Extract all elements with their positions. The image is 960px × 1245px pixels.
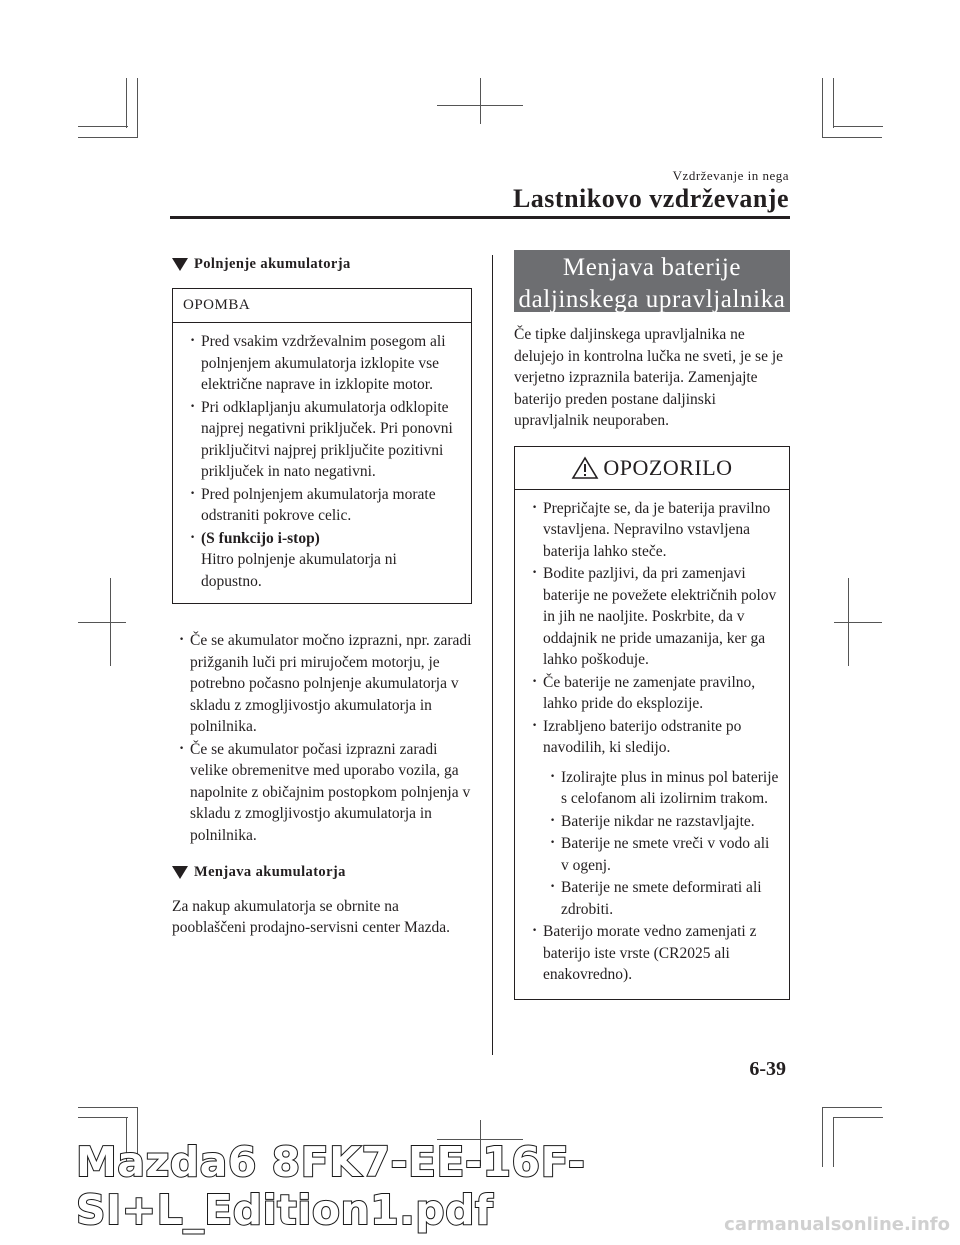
- section-banner: [514, 250, 790, 312]
- warning-item: · Baterijo morate vedno zamenjati z baterijo iste vrste (CR2025 ali enakovredno).: [525, 921, 779, 986]
- intro-paragraph: Če tipke daljinskega upravljalnika ne delujejo in kontrolna lučka ne sveti, je se je verjetno izpraznila baterija. Zamenjajte baterijo preden postane daljinski upravljalnik neuporaben.: [514, 326, 784, 429]
- warning-title: [515, 447, 789, 490]
- subheading-charging: [172, 254, 472, 276]
- column-divider: [492, 255, 493, 1055]
- footer-filename: Mazda6 8FK7-EE-16F-SI+L_Edition1.pdf: [76, 1138, 586, 1234]
- warning-subitem: · Baterije ne smete vreči v vodo ali v ogenj.: [543, 833, 779, 876]
- crop-mark: [822, 78, 823, 138]
- crop-mark: [833, 1117, 883, 1118]
- warning-item: · Prepričajte se, da je baterija pravilno vstavljena. Nepravilno vstavljena baterija lahko steče.: [525, 498, 779, 563]
- crop-mark: [833, 78, 834, 128]
- crop-mark: [137, 78, 138, 138]
- note-box: [172, 288, 472, 605]
- note-item: [183, 528, 461, 593]
- replacement-paragraph: Za nakup akumulatorja se obrnite na pooblaščeni prodajno-servisni center Mazda.: [172, 897, 451, 936]
- note-title: OPOMBA: [173, 295, 471, 324]
- warning-subitems: [525, 767, 779, 921]
- warning-item: · Če baterije ne zamenjate pravilno, lahko pride do eksplozije.: [525, 672, 779, 715]
- subheading-text: Polnjenje akumulatorja: [194, 256, 351, 272]
- crop-mark: [822, 137, 882, 138]
- right-column: [514, 250, 790, 1000]
- warning-subitem: · Izolirajte plus in minus pol baterije s celofanom ali izolirnim trakom.: [543, 767, 779, 810]
- warning-triangle-icon: [571, 456, 599, 480]
- note-item: · Pred polnjenjem akumulatorja morate odstraniti pokrove celic.: [183, 484, 461, 527]
- note-item-bold: (S funkcijo i-stop): [201, 529, 320, 547]
- crop-mark: [78, 137, 138, 138]
- warning-item: · Bodite pazljivi, da pri zamenjavi baterije ne povežete električnih polov in jih ne naoljite. Poskrbite, da v oddajnik ne pride umazanija, ker ga lahko poškoduje.: [525, 563, 779, 671]
- crop-mark: [480, 78, 481, 124]
- watermark: carmanualsonline.info: [724, 1214, 950, 1235]
- section-label: Vzdrževanje in nega: [672, 168, 789, 183]
- warning-item: · Izrabljeno baterijo odstranite po navodilih, ki sledijo.: [525, 716, 779, 759]
- warning-box: [514, 446, 790, 1000]
- note-item: · Pred vsakim vzdrževalnim posegom ali polnjenjem akumulatorja izklopite vse električne naprave in izklopite motor.: [183, 331, 461, 396]
- crop-mark: [437, 105, 523, 106]
- page-number: 6-39: [749, 1058, 786, 1080]
- list-item: · Če se akumulator močno izprazni, npr. zaradi prižganih luči pri mirujočem motorju, je potrebno počasno polnjenje akumulatorja v skladu z zmogljivostjo akumulatorja in polnilnika.: [172, 630, 472, 738]
- crop-mark: [126, 78, 127, 128]
- banner-line: daljinskega upravljalnika: [518, 286, 786, 313]
- banner-line: Menjava baterije: [562, 254, 742, 281]
- subheading-text: Menjava akumulatorja: [194, 864, 346, 880]
- crop-mark: [78, 1117, 128, 1118]
- left-column: [172, 250, 472, 939]
- charging-bullets: [172, 630, 472, 846]
- warning-subitem: · Baterije ne smete deformirati ali zdrobiti.: [543, 877, 779, 920]
- header-rule: [170, 216, 790, 219]
- note-item-text: Hitro polnjenje akumulatorja ni dopustno.: [201, 551, 397, 590]
- triangle-marker-icon: [172, 866, 188, 879]
- warning-title-text: OPOZORILO: [603, 454, 733, 480]
- crop-mark: [833, 126, 883, 127]
- triangle-marker-icon: [172, 258, 188, 271]
- crop-mark: [822, 1107, 882, 1108]
- list-item: · Če se akumulator počasi izprazni zaradi velike obremenitve med uporabo vozila, ga napolnite z običajnim postopkom polnjenja v skladu z zmogljivostjo akumulatorja in polnilnika.: [172, 739, 472, 847]
- crop-mark: [834, 622, 882, 623]
- crop-mark: [78, 126, 128, 127]
- crop-mark: [78, 622, 126, 623]
- crop-mark: [78, 1107, 138, 1108]
- note-item: · Pri odklapljanju akumulatorja odklopite najprej negativni priključek. Pri ponovni priključitvi najprej priključite pozitivni priključek in nato negativni.: [183, 397, 461, 483]
- subheading-replacement: [172, 862, 472, 884]
- warning-subitem: · Baterije nikdar ne razstavljajte.: [543, 811, 779, 833]
- chapter-title: Lastnikovo vzdrževanje: [512, 184, 789, 213]
